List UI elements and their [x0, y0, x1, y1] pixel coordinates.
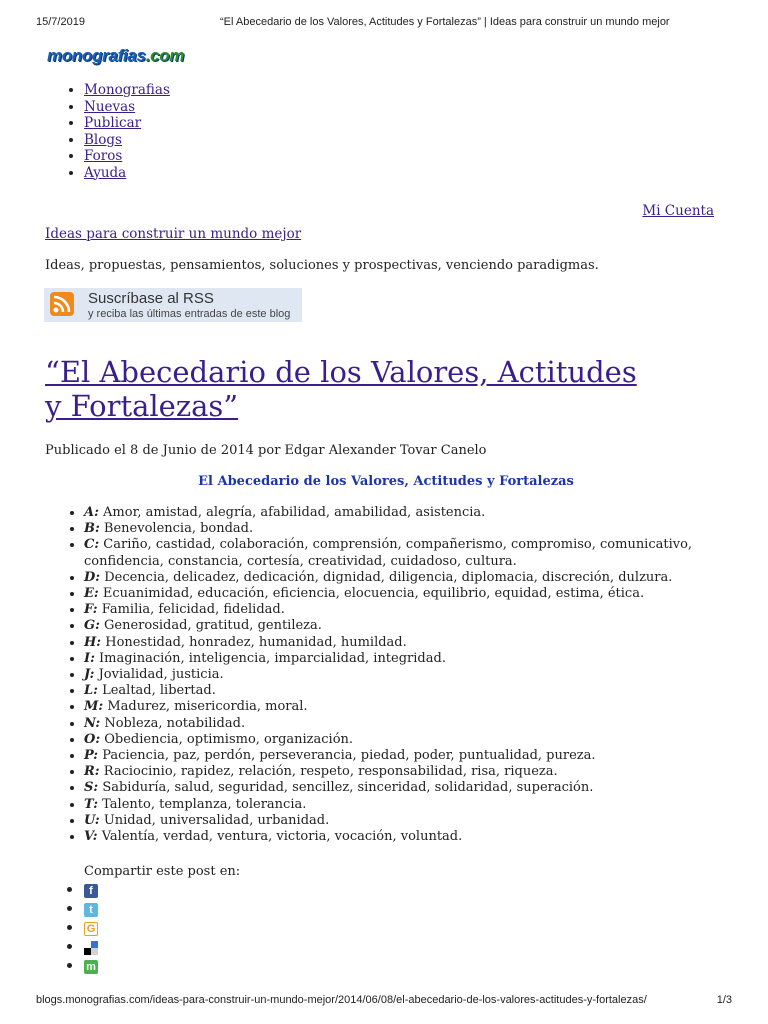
list-item [84, 651, 724, 667]
nav-item [84, 132, 170, 149]
facebook-icon[interactable]: f [84, 884, 98, 898]
nav-item [84, 115, 170, 132]
value-text: Unidad, universalidad, urbanidad. [99, 812, 330, 828]
list-item [84, 829, 724, 845]
nav-link-ayuda[interactable]: Ayuda [84, 164, 127, 181]
value-letter: A: [84, 505, 99, 520]
nav-link-publicar[interactable]: Publicar [84, 115, 142, 131]
site-logo[interactable] [47, 46, 184, 66]
nav-link-foros[interactable]: Foros [84, 148, 123, 164]
post-title [45, 355, 645, 423]
value-letter: U: [84, 812, 100, 828]
value-text: Lealtad, libertad. [97, 683, 216, 699]
rss-subtitle: y reciba las últimas entradas de este blog [88, 308, 291, 320]
value-text: Ecuanimidad, educación, eficiencia, elocuencia, equilibrio, equidad, estima, ética. [98, 586, 645, 602]
value-text: Amor, amistad, alegría, afabilidad, amabilidad, asistencia. [98, 505, 486, 520]
list-item [84, 505, 724, 521]
list-item [84, 570, 724, 586]
value-text: Honestidad, honradez, humanidad, humildad. [101, 634, 407, 650]
value-letter: R: [84, 764, 100, 780]
value-text: Madurez, misericordia, moral. [103, 699, 308, 715]
value-letter: J: [84, 667, 95, 683]
value-letter: C: [84, 537, 100, 553]
list-item [84, 521, 724, 537]
value-letter: S: [84, 780, 99, 796]
print-url: blogs.monografias.com/ideas-para-construir-un-mundo-mejor/2014/06/08/el-abecedario-de-los-valores-actitudes-y-fortalezas/ [36, 994, 647, 1006]
logo-main: monografias [47, 46, 146, 65]
list-item [84, 797, 724, 813]
value-text: Sabiduría, salud, seguridad, sencillez, sinceridad, solidaridad, superación. [98, 780, 594, 796]
share-item [84, 956, 98, 975]
value-text: Obediencia, optimismo, organización. [100, 731, 354, 747]
share-item [84, 918, 98, 937]
list-item [84, 635, 724, 651]
print-footer [36, 994, 732, 1006]
share-label: Compartir este post en: [84, 864, 241, 879]
nav-item [84, 82, 170, 99]
rss-subscribe-banner[interactable] [44, 288, 302, 322]
post-subtitle: El Abecedario de los Valores, Actitudes y Fortalezas [198, 474, 574, 489]
list-item [84, 537, 724, 569]
list-item [84, 748, 724, 764]
list-item [84, 716, 724, 732]
value-text: Nobleza, notabilidad. [100, 715, 246, 731]
meneame-icon[interactable]: m [84, 960, 98, 974]
value-text: Paciencia, paz, perdón, perseverancia, piedad, poder, puntualidad, pureza. [98, 748, 596, 764]
value-letter: T: [84, 796, 99, 812]
share-item [84, 937, 98, 956]
blog-tagline: Ideas, propuestas, pensamientos, soluciones y prospectivas, venciendo paradigmas. [45, 258, 599, 273]
post-title-link[interactable]: “El Abecedario de los Valores, Actitudes y Fortalezas” [45, 355, 637, 423]
value-text: Cariño, castidad, colaboración, comprensión, compañerismo, compromiso, comunicativo, confidencia, constancia, cortesía, creatividad, cuidadoso, cultura. [84, 537, 693, 569]
value-letter: B: [84, 521, 100, 537]
list-item [84, 732, 724, 748]
value-letter: E: [84, 586, 99, 602]
share-item [84, 880, 98, 899]
list-item [84, 667, 724, 683]
post-byline: Publicado el 8 de Junio de 2014 por Edgar Alexander Tovar Canelo [45, 443, 487, 458]
account-link[interactable]: Mi Cuenta [642, 203, 714, 219]
value-letter: F: [84, 602, 98, 618]
value-letter: G: [84, 618, 100, 634]
value-text: Talento, templanza, tolerancia. [98, 796, 307, 812]
nav-item [84, 165, 170, 182]
value-text: Jovialidad, justicia. [94, 667, 224, 683]
value-text: Benevolencia, bondad. [99, 521, 254, 537]
main-nav [48, 82, 170, 181]
list-item [84, 764, 724, 780]
value-letter: I: [84, 650, 95, 666]
value-letter: H: [84, 634, 102, 650]
value-text: Raciocinio, rapidez, relación, respeto, responsabilidad, risa, riqueza. [99, 764, 558, 780]
delicious-icon[interactable] [84, 941, 98, 955]
value-letter: P: [84, 748, 99, 764]
value-text: Imaginación, inteligencia, imparcialidad, integridad. [94, 650, 446, 666]
value-letter: L: [84, 683, 98, 699]
list-item [84, 780, 724, 796]
print-page-title: “El Abecedario de los Valores, Actitudes y Fortalezas” | Ideas para construir un mundo mejor [220, 16, 670, 28]
list-item [84, 699, 724, 715]
value-letter: O: [84, 731, 101, 747]
list-item [84, 618, 724, 634]
value-letter: M: [84, 699, 104, 715]
twitter-icon[interactable]: t [84, 903, 98, 917]
blog-home-link[interactable]: Ideas para construir un mundo mejor [45, 226, 302, 242]
value-text: Familia, felicidad, fidelidad. [97, 602, 285, 618]
list-item [84, 586, 724, 602]
buzz-icon[interactable]: G [84, 922, 98, 936]
value-text: Decencia, delicadez, dedicación, dignidad, diligencia, diplomacia, discreción, dulzura. [100, 569, 673, 585]
value-text: Valentía, verdad, ventura, victoria, vocación, voluntad. [97, 829, 463, 845]
nav-link-nuevas[interactable]: Nuevas [84, 98, 136, 115]
logo-suffix: .com [145, 46, 185, 65]
values-list [48, 505, 724, 845]
list-item [84, 683, 724, 699]
print-date: 15/7/2019 [36, 16, 85, 28]
page-number: 1/3 [716, 994, 732, 1006]
value-letter: D: [84, 569, 101, 585]
rss-icon [50, 292, 74, 316]
nav-item [84, 148, 170, 165]
share-list [48, 880, 98, 975]
value-letter: N: [84, 715, 101, 731]
nav-link-monografias[interactable]: Monografias [84, 82, 170, 98]
rss-title: Suscríbase al RSS [88, 290, 214, 307]
list-item [84, 602, 724, 618]
value-text: Generosidad, gratitud, gentileza. [99, 618, 322, 634]
list-item [84, 813, 724, 829]
nav-item [84, 99, 170, 116]
value-letter: V: [84, 829, 98, 845]
nav-link-blogs[interactable]: Blogs [84, 131, 122, 148]
share-item [84, 899, 98, 918]
